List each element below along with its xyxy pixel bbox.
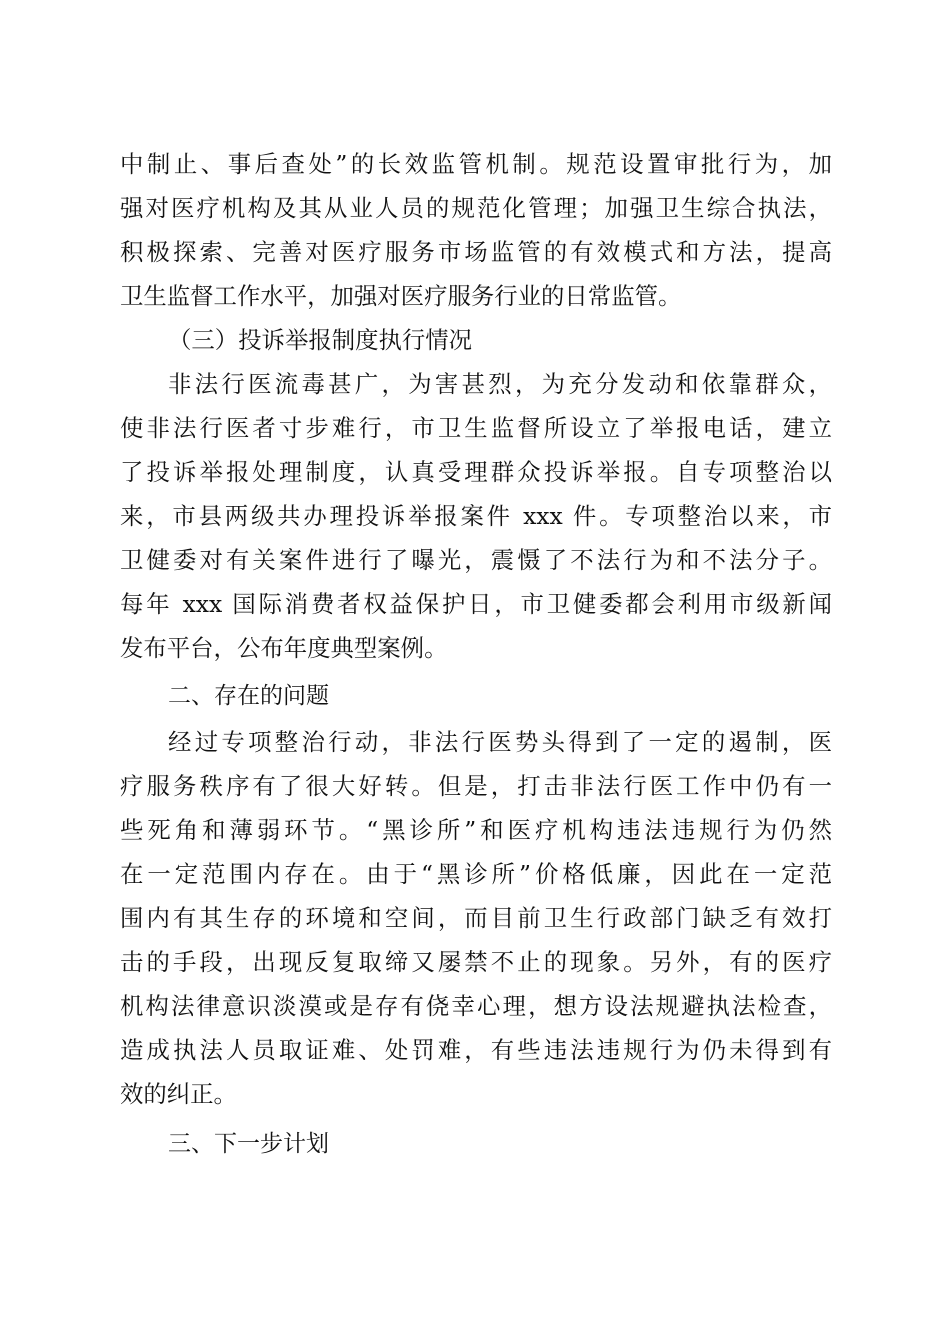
paragraph-line: 卫健委对有关案件进行了曝光，震慑了不法行为和不法分子。 (120, 546, 832, 574)
paragraph-line: 造成执法人员取证难、处罚难，有些违法违规行为仍未得到有 (120, 1036, 832, 1064)
paragraph-line: 中制止、事后查处”的长效监管机制。规范设置审批行为，加 (120, 150, 832, 178)
subsection-heading: （三）投诉举报制度执行情况 (168, 326, 473, 354)
section-heading: 二、存在的问题 (168, 683, 329, 709)
paragraph-line: 机构法律意识淡漠或是存有侥幸心理，想方设法规避执法检查， (120, 992, 832, 1020)
paragraph-line: 非法行医流毒甚广，为害甚烈，为充分发动和依靠群众， (168, 370, 832, 398)
paragraph-line: 效的纠正。 (120, 1080, 237, 1108)
paragraph-line: 疗服务秩序有了很大好转。但是，打击非法行医工作中仍有一 (120, 772, 832, 800)
paragraph-line: 每年 xxx 国际消费者权益保护日，市卫健委都会利用市级新闻 (120, 590, 832, 618)
paragraph-line: 使非法行医者寸步难行，市卫生监督所设立了举报电话，建立 (120, 414, 832, 442)
paragraph-line: 卫生监督工作水平，加强对医疗服务行业的日常监管。 (120, 282, 682, 310)
paragraph-line: 围内有其生存的环境和空间，而目前卫生行政部门缺乏有效打 (120, 904, 832, 932)
paragraph-line: 来，市县两级共办理投诉举报案件 xxx 件。专项整治以来，市 (120, 502, 832, 530)
paragraph-line: 强对医疗机构及其从业人员的规范化管理；加强卫生综合执法， (120, 194, 832, 222)
paragraph-line: 发布平台，公布年度典型案例。 (120, 634, 448, 662)
paragraph-line: 击的手段，出现反复取缔又屡禁不止的现象。另外，有的医疗 (120, 948, 832, 976)
paragraph-line: 了投诉举报处理制度，认真受理群众投诉举报。自专项整治以 (120, 458, 832, 486)
paragraph-line: 积极探索、完善对医疗服务市场监管的有效模式和方法，提高 (120, 238, 832, 266)
paragraph-line: 经过专项整治行动，非法行医势头得到了一定的遏制，医 (168, 728, 832, 756)
paragraph-line: 些死角和薄弱环节。“黑诊所”和医疗机构违法违规行为仍然 (120, 816, 832, 844)
paragraph-line: 在一定范围内存在。由于“黑诊所”价格低廉，因此在一定范 (120, 860, 832, 888)
section-heading: 三、下一步计划 (168, 1131, 329, 1157)
